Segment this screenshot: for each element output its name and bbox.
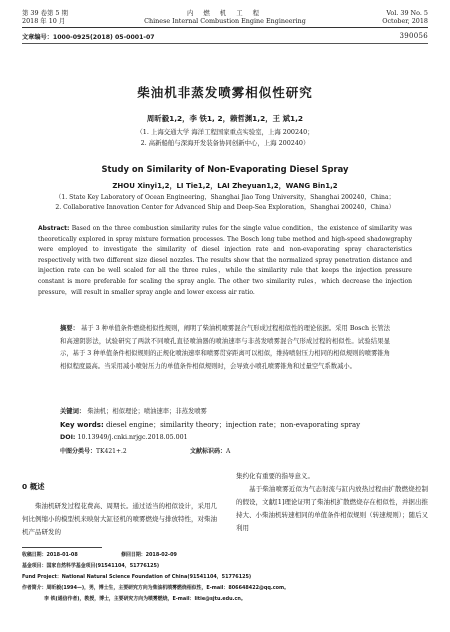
keywords-en: [60, 420, 390, 430]
abstract-cn-text: 基于 3 种单值条件燃烧相似性规则，阐明了柴油机喷雾混合气形成过程相似性的理论依据。采用 Bosch 长管法和高速阴影法，试验研究了两款不同喷孔直径喷油器的喷油速率与非蒸发喷雾混合气形成过程的相似性。试验结果显示，基于 3 种单值条件相似规则的正规化喷油速率和喷雾贯穿距离可以相似，维持喷射压力相同的相似规则的喷雾锥角相似程度最高。当采用减小喷射压力的单值条件相似规则时，会导致小喷孔喷雾锥角和过量空气系数减小。: [60, 325, 390, 370]
volume-issue-en: Vol. 39 No. 5: [386, 9, 428, 17]
authors-en: ZHOU Xinyi1,2，LI Tie1,2，LAI Zheyuan1,2，WANG Bin1,2: [112, 182, 338, 190]
body-paragraph-right-1: 集约化有重要的指导意义。: [236, 472, 314, 480]
footnote-received: 收稿日期：2018-01-08: [22, 552, 78, 558]
footnote-dates: [22, 552, 428, 559]
header-center: [22, 9, 428, 25]
abstract-en-label: Abstract:: [38, 225, 70, 232]
affiliation-cn-2: 2. 高新船舶与深海开发装备协同创新中心，上海 200240）: [140, 139, 310, 147]
running-header: [22, 8, 428, 34]
footnote-author-2: 李 铁(通信作者)，教授，博士，主要研究方向为喷雾燃烧，E-mail：litie@sjtu.edu.cn。: [44, 596, 246, 602]
date-en: October, 2018: [382, 17, 428, 25]
body-column-right: [236, 470, 428, 535]
clc-label: 中图分类号：: [60, 448, 97, 455]
authors-cn: 周昕毅1,2，李 铁1, 2，赖哲渊1,2，王 斌1,2: [146, 114, 304, 123]
footnote-revised: 修回日期：2018-02-09: [121, 552, 177, 558]
doc-code-label: 文献标识码：: [190, 448, 227, 455]
footnote-fund-cn: 基金项目：国家自然科学基金项目(91541104，51776125): [22, 563, 160, 569]
doi: [60, 434, 188, 441]
footnote-author-1: 作者简介：周昕毅(1994—)，男，博士生，主要研究方向为柴油机喷雾燃烧相似性，E-mail：806648422@qq.com。: [22, 585, 289, 591]
keywords-en-label: Key words:: [60, 421, 104, 429]
keywords-cn-label: 关键词：: [60, 408, 86, 415]
abstract-en-text: Based on the three combustion similarity rules for the single value condition，the existence of similarity was theoretically explored in spray mixture formation processes. The Bosch long tube method and high-speed shadowgraphy were employed to investigate the similarity of diesel injection rate and non-evaporating spray characteristics respectively with two different size diesel nozzles. The results show that the normalized spray penetration distance and injection rate can be well scaled for all the three rules，while the similarity rule that keeps the injection pressure constant is more preferable for scaling the spray angle. The other two similarity rules，which decrease the injection pressure，will result in smaller spray angle and lower excess air ratio.: [38, 225, 412, 296]
meta-rule: [22, 43, 428, 44]
header-right: [382, 9, 428, 25]
clc-value: TK421+.2: [96, 448, 127, 455]
affiliation-en-1: （1. State Key Laboratory of Ocean Engineering，Shanghai Jiao Tong University，Shanghai 200240，China；: [55, 194, 395, 201]
title-cn: 柴油机非蒸发喷雾相似性研究: [137, 85, 313, 100]
classification-number: [60, 446, 127, 455]
journal-title-en: Chinese Internal Combustion Engine Engineering: [144, 17, 306, 25]
abstract-cn-label: 摘要：: [60, 325, 79, 332]
document-code: [190, 446, 230, 455]
section-heading-intro: 0 概述: [22, 482, 45, 491]
journal-title-cn: 内 燃 机 工 程: [186, 9, 264, 17]
keywords-cn: [60, 406, 390, 415]
affiliation-cn-1: （1. 上海交通大学 海洋工程国家重点实验室，上海 200240；: [136, 128, 314, 136]
doi-value: 10.13949/j.cnki.nrjgc.2018.05.001: [77, 434, 188, 441]
abstract-en: [38, 224, 412, 298]
abstract-cn: [60, 323, 390, 373]
body-paragraph-right-2: 基于柴油喷雾近似为气态射流与缸内放热过程由扩散燃烧控制的假设，文献[1]理论证明了柴油机扩散燃烧存在相似性，并据出推持大、小柴油机转速相同的单值条件相似规则（转速规则）；随后又利用: [236, 485, 428, 532]
keywords-cn-text: 柴油机；相似理论；喷油速率；非蒸发喷雾: [87, 408, 207, 415]
body-column-left: [22, 470, 217, 539]
header-rule: [22, 27, 428, 28]
footnote-rule: [22, 547, 102, 548]
affiliation-en-2: 2. Collaborative Innovation Center for Advanced Ship and Deep-Sea Exploration，Shanghai 200240，China）: [55, 204, 395, 211]
article-id: 390056: [399, 32, 428, 40]
doc-code-value: A: [226, 448, 231, 455]
article-number: 文章编号：1000-0925(2018) 05-0001-07: [22, 34, 155, 41]
keywords-en-text: diesel engine；similarity theory；injection rate；non-evaporating spray: [106, 421, 361, 429]
title-en: Study on Similarity of Non-Evaporating Diesel Spray: [101, 164, 349, 174]
volume-issue-cn: 第 39 卷第 5 期: [22, 9, 68, 17]
doi-label: DOI:: [60, 434, 76, 441]
body-paragraph-left: 柴油机研发过程花费高、周期长。通过适当的相似设计，采用几何比例缩小的模型机来映射大缸径机的喷雾燃烧与排放特性，对柴油机产品研发的: [22, 502, 217, 536]
footnote-fund-en: Fund Project：National Natural Science Foundation of China(91541104，51776125): [22, 574, 252, 580]
date-cn: 2018 年 10 月: [22, 17, 66, 25]
